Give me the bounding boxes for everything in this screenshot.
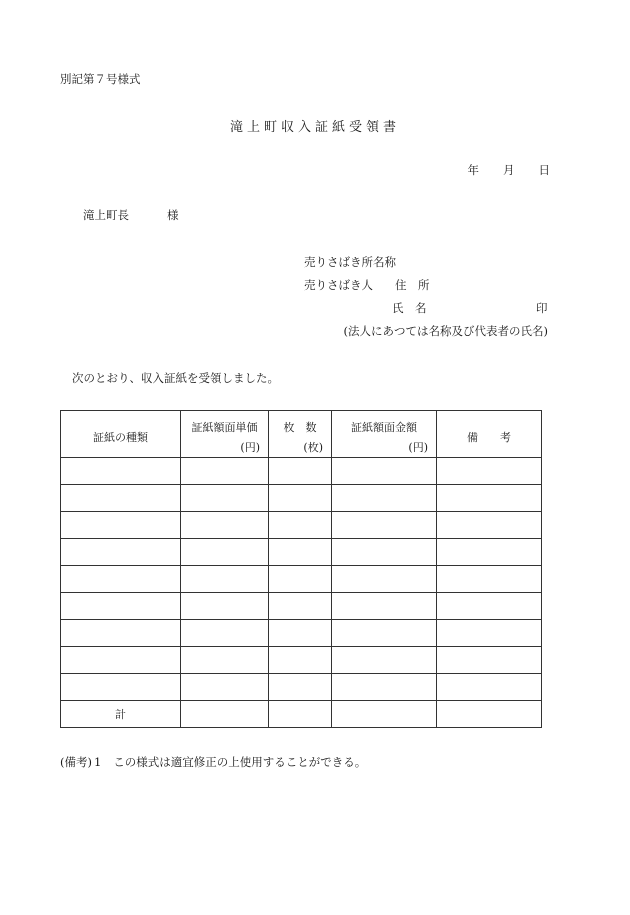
addressee-name: 滝上町長 [83, 208, 129, 222]
total-unit-price[interactable] [181, 701, 269, 728]
stamp-table [60, 410, 542, 728]
cell-count[interactable] [269, 593, 332, 620]
remarks-text: この様式は適宜修正の上使用することができる。 [113, 755, 367, 769]
cell-unit-price[interactable] [181, 620, 269, 647]
cell-unit-price[interactable] [181, 674, 269, 701]
table-row [61, 593, 542, 620]
header-kind [61, 411, 181, 458]
cell-kind[interactable] [61, 566, 181, 593]
cell-count[interactable] [269, 566, 332, 593]
header-unit-price-label: 証紙額面単価 [191, 421, 258, 434]
header-unit-price-unit: (円) [240, 441, 260, 454]
date-line [468, 165, 551, 177]
cell-kind[interactable] [61, 512, 181, 539]
table-row [61, 512, 542, 539]
header-remarks [437, 411, 542, 458]
cell-amount[interactable] [332, 485, 437, 512]
cell-kind[interactable] [61, 647, 181, 674]
form-number: 別記第７号様式 [60, 72, 141, 86]
corporation-note: (法人にあつては名称及び代表者の氏名) [343, 324, 548, 338]
remarks-number: 1 [93, 755, 102, 769]
table-row [61, 485, 542, 512]
cell-count[interactable] [269, 539, 332, 566]
cell-count[interactable] [269, 485, 332, 512]
cell-kind[interactable] [61, 458, 181, 485]
table-row [61, 458, 542, 485]
cell-kind[interactable] [61, 539, 181, 566]
cell-remarks[interactable] [437, 485, 542, 512]
total-remarks[interactable] [437, 701, 542, 728]
total-count[interactable] [269, 701, 332, 728]
intro-text: 次のとおり、収入証紙を受領しました。 [72, 371, 279, 385]
cell-unit-price[interactable] [181, 647, 269, 674]
seller-address-line [304, 280, 430, 292]
header-kind-label: 証紙の種類 [93, 431, 148, 444]
cell-kind[interactable] [61, 485, 181, 512]
cell-remarks[interactable] [437, 512, 542, 539]
header-amount [332, 411, 437, 458]
document-title: 滝上町収入証紙受領書 [229, 120, 400, 135]
addressee-honorific: 様 [167, 208, 179, 222]
cell-count[interactable] [269, 458, 332, 485]
cell-remarks[interactable] [437, 539, 542, 566]
cell-amount[interactable] [332, 512, 437, 539]
table-row [61, 566, 542, 593]
seller-name-label: 氏 名 [392, 301, 427, 315]
cell-remarks[interactable] [437, 458, 542, 485]
total-amount[interactable] [332, 701, 437, 728]
remarks-note [60, 757, 366, 769]
cell-unit-price[interactable] [181, 593, 269, 620]
cell-unit-price[interactable] [181, 539, 269, 566]
cell-remarks[interactable] [437, 593, 542, 620]
header-count [269, 411, 332, 458]
seller-person-label: 売りさばき人 [304, 278, 373, 292]
total-row [61, 701, 542, 728]
cell-unit-price[interactable] [181, 512, 269, 539]
table-header-row [61, 411, 542, 458]
header-count-label: 枚 数 [283, 421, 317, 434]
table-row [61, 674, 542, 701]
table-row [61, 647, 542, 674]
cell-amount[interactable] [332, 566, 437, 593]
cell-kind[interactable] [61, 674, 181, 701]
cell-kind[interactable] [61, 593, 181, 620]
cell-count[interactable] [269, 620, 332, 647]
cell-remarks[interactable] [437, 674, 542, 701]
header-unit-price [181, 411, 269, 458]
remarks-prefix: (備考) [60, 755, 92, 769]
header-amount-label: 証紙額面金額 [351, 421, 417, 434]
seller-place-name-label: 売りさばき所名称 [304, 255, 396, 269]
cell-amount[interactable] [332, 458, 437, 485]
cell-amount[interactable] [332, 620, 437, 647]
cell-kind[interactable] [61, 620, 181, 647]
cell-count[interactable] [269, 512, 332, 539]
total-label: 計 [61, 701, 181, 728]
cell-amount[interactable] [332, 539, 437, 566]
cell-amount[interactable] [332, 593, 437, 620]
date-day-label: 日 [538, 163, 550, 177]
cell-remarks[interactable] [437, 620, 542, 647]
cell-remarks[interactable] [437, 566, 542, 593]
header-remarks-label: 備 考 [467, 431, 511, 444]
cell-remarks[interactable] [437, 647, 542, 674]
cell-unit-price[interactable] [181, 485, 269, 512]
table-row [61, 620, 542, 647]
header-count-unit: (枚) [303, 441, 323, 454]
header-amount-unit: (円) [408, 441, 428, 454]
seller-address-label: 住 所 [395, 278, 430, 292]
cell-amount[interactable] [332, 647, 437, 674]
table-row [61, 539, 542, 566]
date-month-label: 月 [503, 163, 515, 177]
addressee [83, 210, 179, 222]
date-year-label: 年 [467, 163, 479, 177]
cell-unit-price[interactable] [181, 566, 269, 593]
cell-unit-price[interactable] [181, 458, 269, 485]
cell-count[interactable] [269, 647, 332, 674]
cell-count[interactable] [269, 674, 332, 701]
seal-mark: 印 [536, 301, 548, 315]
cell-amount[interactable] [332, 674, 437, 701]
